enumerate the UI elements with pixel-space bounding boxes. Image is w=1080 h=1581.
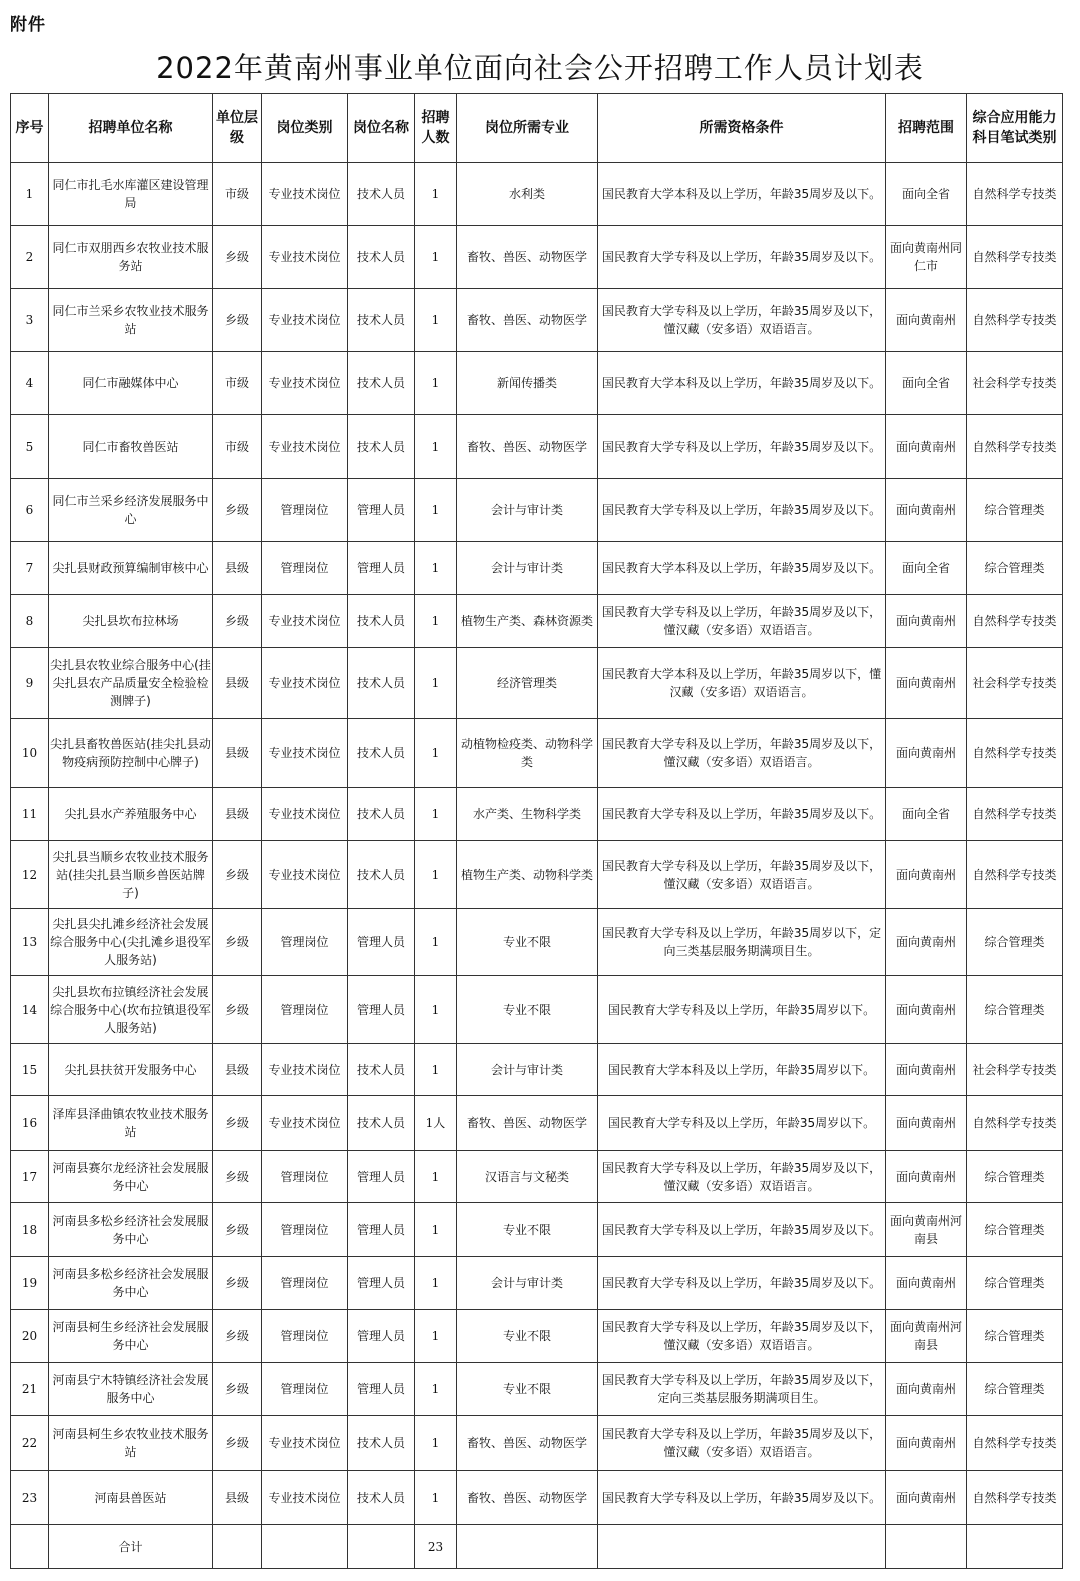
table-row: [11, 1257, 1063, 1310]
post-name-cell: 技术人员: [348, 841, 415, 909]
post-category-cell: 管理岗位: [262, 1203, 348, 1257]
qualification-cell: 国民教育大学专科及以上学历，年龄35周岁及以下。: [598, 415, 886, 479]
unit-name-cell: 泽库县泽曲镇农牧业技术服务站: [49, 1096, 213, 1151]
table-row: [11, 976, 1063, 1044]
major-cell: 水利类: [457, 163, 598, 226]
major-cell: 专业不限: [457, 1363, 598, 1416]
post-category-cell: 专业技术岗位: [262, 352, 348, 415]
qualification-cell: 国民教育大学专科及以上学历，年龄35周岁及以下，懂汉藏（安多语）双语语言。: [598, 595, 886, 648]
seq-cell: 18: [11, 1203, 49, 1257]
unit-level-cell: 市级: [213, 352, 262, 415]
headcount-cell: 1: [415, 648, 457, 719]
exam-category-cell: 自然科学专技类: [967, 1471, 1063, 1525]
unit-name-cell: 河南县柯生乡经济社会发展服务中心: [49, 1310, 213, 1363]
post-category-cell: 管理岗位: [262, 1363, 348, 1416]
post-category-cell: 专业技术岗位: [262, 415, 348, 479]
exam-category-cell: 综合管理类: [967, 479, 1063, 542]
headcount-cell: 1: [415, 1416, 457, 1471]
table-row: [11, 841, 1063, 909]
unit-level-cell: 县级: [213, 719, 262, 788]
scope-cell: 面向黄南州: [886, 1471, 967, 1525]
headcount-cell: 1: [415, 1310, 457, 1363]
total-empty-cell: [213, 1525, 262, 1569]
unit-name-cell: 同仁市兰采乡农牧业技术服务站: [49, 289, 213, 352]
exam-category-cell: 综合管理类: [967, 542, 1063, 595]
seq-cell: 8: [11, 595, 49, 648]
table-row: [11, 163, 1063, 226]
post-category-cell: 管理岗位: [262, 909, 348, 976]
post-category-cell: 管理岗位: [262, 976, 348, 1044]
unit-name-cell: 尖扎县财政预算编制审核中心: [49, 542, 213, 595]
exam-category-cell: 社会科学专技类: [967, 1044, 1063, 1096]
unit-name-cell: 河南县柯生乡农牧业技术服务站: [49, 1416, 213, 1471]
post-category-cell: 专业技术岗位: [262, 788, 348, 841]
table-row: [11, 289, 1063, 352]
headcount-cell: 1: [415, 542, 457, 595]
scope-cell: 面向黄南州: [886, 976, 967, 1044]
scope-cell: 面向黄南州: [886, 909, 967, 976]
header-unit: 招聘单位名称: [49, 94, 213, 163]
seq-cell: 11: [11, 788, 49, 841]
unit-name-cell: 同仁市兰采乡经济发展服务中心: [49, 479, 213, 542]
table-row: [11, 226, 1063, 289]
headcount-cell: 1: [415, 1044, 457, 1096]
header-major: 岗位所需专业: [457, 94, 598, 163]
headcount-cell: 1: [415, 976, 457, 1044]
post-name-cell: 管理人员: [348, 1310, 415, 1363]
seq-cell: 14: [11, 976, 49, 1044]
qualification-cell: 国民教育大学本科及以上学历，年龄35周岁以下，懂汉藏（安多语）双语语言。: [598, 648, 886, 719]
table-row: [11, 415, 1063, 479]
post-name-cell: 技术人员: [348, 788, 415, 841]
unit-name-cell: 同仁市融媒体中心: [49, 352, 213, 415]
exam-category-cell: 综合管理类: [967, 909, 1063, 976]
post-category-cell: 专业技术岗位: [262, 226, 348, 289]
post-name-cell: 技术人员: [348, 352, 415, 415]
unit-name-cell: 尖扎县畜牧兽医站(挂尖扎县动物疫病预防控制中心牌子): [49, 719, 213, 788]
scope-cell: 面向黄南州: [886, 415, 967, 479]
major-cell: 专业不限: [457, 1203, 598, 1257]
post-name-cell: 技术人员: [348, 1471, 415, 1525]
headcount-cell: 1: [415, 226, 457, 289]
major-cell: 畜牧、兽医、动物医学: [457, 1416, 598, 1471]
major-cell: 会计与审计类: [457, 542, 598, 595]
unit-level-cell: 乡级: [213, 289, 262, 352]
scope-cell: 面向黄南州: [886, 1257, 967, 1310]
post-category-cell: 管理岗位: [262, 1151, 348, 1203]
seq-cell: 23: [11, 1471, 49, 1525]
post-name-cell: 技术人员: [348, 1096, 415, 1151]
total-row: [11, 1525, 1063, 1569]
scope-cell: 面向黄南州: [886, 1044, 967, 1096]
recruitment-plan-table: [10, 93, 1063, 1569]
total-empty-cell: [457, 1525, 598, 1569]
unit-name-cell: 尖扎县坎布拉林场: [49, 595, 213, 648]
exam-category-cell: 自然科学专技类: [967, 415, 1063, 479]
scope-cell: 面向黄南州: [886, 841, 967, 909]
exam-category-cell: 自然科学专技类: [967, 163, 1063, 226]
total-empty-cell: [886, 1525, 967, 1569]
post-category-cell: 专业技术岗位: [262, 719, 348, 788]
seq-cell: 10: [11, 719, 49, 788]
page-title: 2022年黄南州事业单位面向社会公开招聘工作人员计划表: [156, 51, 924, 85]
qualification-cell: 国民教育大学专科及以上学历，年龄35周岁以下，定向三类基层服务期满项目生。: [598, 909, 886, 976]
unit-level-cell: 市级: [213, 163, 262, 226]
unit-level-cell: 乡级: [213, 1416, 262, 1471]
header-qualification: 所需资格条件: [598, 94, 886, 163]
major-cell: 畜牧、兽医、动物医学: [457, 1471, 598, 1525]
total-label: 合计: [49, 1525, 213, 1569]
unit-name-cell: 尖扎县扶贫开发服务中心: [49, 1044, 213, 1096]
major-cell: 水产类、生物科学类: [457, 788, 598, 841]
seq-cell: 5: [11, 415, 49, 479]
qualification-cell: 国民教育大学本科及以上学历，年龄35周岁以下。: [598, 1044, 886, 1096]
scope-cell: 面向全省: [886, 352, 967, 415]
exam-category-cell: 综合管理类: [967, 976, 1063, 1044]
qualification-cell: 国民教育大学专科及以上学历，年龄35周岁及以下，懂汉藏（安多语）双语语言。: [598, 1151, 886, 1203]
post-name-cell: 技术人员: [348, 289, 415, 352]
scope-cell: 面向黄南州河南县: [886, 1203, 967, 1257]
unit-name-cell: 河南县宁木特镇经济社会发展服务中心: [49, 1363, 213, 1416]
table-row: [11, 1310, 1063, 1363]
scope-cell: 面向黄南州: [886, 595, 967, 648]
scope-cell: 面向黄南州: [886, 289, 967, 352]
scope-cell: 面向黄南州: [886, 1363, 967, 1416]
headcount-cell: 1: [415, 479, 457, 542]
unit-level-cell: 县级: [213, 542, 262, 595]
qualification-cell: 国民教育大学专科及以上学历，年龄35周岁及以下。: [598, 1203, 886, 1257]
scope-cell: 面向黄南州河南县: [886, 1310, 967, 1363]
post-category-cell: 专业技术岗位: [262, 1044, 348, 1096]
unit-level-cell: 乡级: [213, 841, 262, 909]
post-category-cell: 专业技术岗位: [262, 1096, 348, 1151]
headcount-cell: 1: [415, 415, 457, 479]
seq-cell: 19: [11, 1257, 49, 1310]
table-row: [11, 1096, 1063, 1151]
total-empty-cell: [967, 1525, 1063, 1569]
qualification-cell: 国民教育大学专科及以上学历，年龄35周岁及以下。: [598, 1471, 886, 1525]
major-cell: 畜牧、兽医、动物医学: [457, 226, 598, 289]
qualification-cell: 国民教育大学专科及以上学历，年龄35周岁及以下，定向三类基层服务期满项目生。: [598, 1363, 886, 1416]
scope-cell: 面向黄南州同仁市: [886, 226, 967, 289]
post-name-cell: 管理人员: [348, 479, 415, 542]
scope-cell: 面向黄南州: [886, 719, 967, 788]
unit-name-cell: 同仁市扎毛水库灌区建设管理局: [49, 163, 213, 226]
seq-cell: 3: [11, 289, 49, 352]
post-category-cell: 管理岗位: [262, 1310, 348, 1363]
total-empty-cell: [598, 1525, 886, 1569]
unit-level-cell: 县级: [213, 648, 262, 719]
table-row: [11, 352, 1063, 415]
qualification-cell: 国民教育大学本科及以上学历，年龄35周岁及以下。: [598, 542, 886, 595]
major-cell: 畜牧、兽医、动物医学: [457, 415, 598, 479]
unit-level-cell: 市级: [213, 415, 262, 479]
post-name-cell: 管理人员: [348, 1257, 415, 1310]
unit-name-cell: 尖扎县水产养殖服务中心: [49, 788, 213, 841]
major-cell: 植物生产类、森林资源类: [457, 595, 598, 648]
scope-cell: 面向黄南州: [886, 648, 967, 719]
unit-level-cell: 乡级: [213, 1310, 262, 1363]
header-post: 岗位名称: [348, 94, 415, 163]
scope-cell: 面向全省: [886, 163, 967, 226]
post-category-cell: 管理岗位: [262, 1257, 348, 1310]
major-cell: 新闻传播类: [457, 352, 598, 415]
post-name-cell: 技术人员: [348, 648, 415, 719]
unit-level-cell: 乡级: [213, 909, 262, 976]
table-row: [11, 788, 1063, 841]
table-row: [11, 542, 1063, 595]
post-name-cell: 管理人员: [348, 976, 415, 1044]
scope-cell: 面向全省: [886, 788, 967, 841]
unit-name-cell: 同仁市畜牧兽医站: [49, 415, 213, 479]
post-name-cell: 技术人员: [348, 719, 415, 788]
scope-cell: 面向黄南州: [886, 1096, 967, 1151]
table-row: [11, 595, 1063, 648]
headcount-cell: 1: [415, 719, 457, 788]
qualification-cell: 国民教育大学专科及以上学历，年龄35周岁及以下，懂汉藏（安多语）双语语言。: [598, 289, 886, 352]
table-body: [11, 163, 1063, 1525]
post-category-cell: 管理岗位: [262, 542, 348, 595]
header-level: 单位层级: [213, 94, 262, 163]
post-category-cell: 专业技术岗位: [262, 1416, 348, 1471]
table-row: [11, 1471, 1063, 1525]
seq-cell: 12: [11, 841, 49, 909]
seq-cell: 16: [11, 1096, 49, 1151]
major-cell: 动植物检疫类、动物科学类: [457, 719, 598, 788]
qualification-cell: 国民教育大学专科及以上学历，年龄35周岁及以下，懂汉藏（安多语）双语语言。: [598, 1310, 886, 1363]
unit-name-cell: 尖扎县坎布拉镇经济社会发展综合服务中心(坎布拉镇退役军人服务站): [49, 976, 213, 1044]
seq-cell: 1: [11, 163, 49, 226]
post-category-cell: 专业技术岗位: [262, 595, 348, 648]
major-cell: 会计与审计类: [457, 1044, 598, 1096]
table-row: [11, 1416, 1063, 1471]
major-cell: 汉语言与文秘类: [457, 1151, 598, 1203]
major-cell: 专业不限: [457, 976, 598, 1044]
headcount-cell: 1: [415, 1257, 457, 1310]
table-row: [11, 648, 1063, 719]
post-name-cell: 管理人员: [348, 1151, 415, 1203]
exam-category-cell: 综合管理类: [967, 1151, 1063, 1203]
exam-category-cell: 综合管理类: [967, 1203, 1063, 1257]
headcount-cell: 1: [415, 1151, 457, 1203]
post-name-cell: 管理人员: [348, 1203, 415, 1257]
seq-cell: 6: [11, 479, 49, 542]
seq-cell: 15: [11, 1044, 49, 1096]
qualification-cell: 国民教育大学专科及以上学历，年龄35周岁及以下。: [598, 788, 886, 841]
unit-level-cell: 乡级: [213, 1257, 262, 1310]
qualification-cell: 国民教育大学专科及以上学历，年龄35周岁及以下。: [598, 479, 886, 542]
seq-cell: 2: [11, 226, 49, 289]
unit-level-cell: 乡级: [213, 1151, 262, 1203]
qualification-cell: 国民教育大学专科及以上学历，年龄35周岁及以下，懂汉藏（安多语）双语语言。: [598, 1416, 886, 1471]
unit-name-cell: 河南县多松乡经济社会发展服务中心: [49, 1203, 213, 1257]
major-cell: 专业不限: [457, 1310, 598, 1363]
total-seq-cell: [11, 1525, 49, 1569]
exam-category-cell: 综合管理类: [967, 1363, 1063, 1416]
unit-level-cell: 乡级: [213, 479, 262, 542]
major-cell: 畜牧、兽医、动物医学: [457, 1096, 598, 1151]
post-name-cell: 技术人员: [348, 1044, 415, 1096]
exam-category-cell: 综合管理类: [967, 1257, 1063, 1310]
table-row: [11, 1044, 1063, 1096]
unit-name-cell: 尖扎县农牧业综合服务中心(挂尖扎县农产品质量安全检验检测牌子): [49, 648, 213, 719]
qualification-cell: 国民教育大学专科及以上学历，年龄35周岁以下。: [598, 1096, 886, 1151]
unit-level-cell: 县级: [213, 1471, 262, 1525]
headcount-cell: 1: [415, 352, 457, 415]
table-row: [11, 479, 1063, 542]
post-category-cell: 专业技术岗位: [262, 1471, 348, 1525]
post-category-cell: 专业技术岗位: [262, 841, 348, 909]
exam-category-cell: 自然科学专技类: [967, 595, 1063, 648]
post-name-cell: 管理人员: [348, 542, 415, 595]
exam-category-cell: 综合管理类: [967, 1310, 1063, 1363]
headcount-cell: 1: [415, 289, 457, 352]
major-cell: 会计与审计类: [457, 1257, 598, 1310]
unit-name-cell: 尖扎县尖扎滩乡经济社会发展综合服务中心(尖扎滩乡退役军人服务站): [49, 909, 213, 976]
seq-cell: 9: [11, 648, 49, 719]
seq-cell: 4: [11, 352, 49, 415]
major-cell: 植物生产类、动物科学类: [457, 841, 598, 909]
post-name-cell: 技术人员: [348, 1416, 415, 1471]
attachment-label: 附件: [10, 15, 46, 35]
exam-category-cell: 自然科学专技类: [967, 841, 1063, 909]
headcount-cell: 1: [415, 1203, 457, 1257]
post-name-cell: 技术人员: [348, 226, 415, 289]
qualification-cell: 国民教育大学专科及以上学历，年龄35周岁及以下。: [598, 1257, 886, 1310]
qualification-cell: 国民教育大学专科及以上学历，年龄35周岁及以下，懂汉藏（安多语）双语语言。: [598, 719, 886, 788]
seq-cell: 17: [11, 1151, 49, 1203]
exam-category-cell: 自然科学专技类: [967, 1096, 1063, 1151]
total-empty-cell: [348, 1525, 415, 1569]
exam-category-cell: 社会科学专技类: [967, 352, 1063, 415]
exam-category-cell: 自然科学专技类: [967, 788, 1063, 841]
header-count: 招聘人数: [415, 94, 457, 163]
table-row: [11, 1151, 1063, 1203]
headcount-cell: 1: [415, 1363, 457, 1416]
seq-cell: 20: [11, 1310, 49, 1363]
unit-level-cell: 乡级: [213, 1363, 262, 1416]
post-name-cell: 技术人员: [348, 415, 415, 479]
qualification-cell: 国民教育大学专科及以上学历，年龄35周岁以下。: [598, 976, 886, 1044]
post-name-cell: 技术人员: [348, 595, 415, 648]
table-row: [11, 909, 1063, 976]
qualification-cell: 国民教育大学专科及以上学历，年龄35周岁及以下，懂汉藏（安多语）双语语言。: [598, 841, 886, 909]
total-empty-cell: [262, 1525, 348, 1569]
table-row: [11, 1363, 1063, 1416]
qualification-cell: 国民教育大学本科及以上学历，年龄35周岁及以下。: [598, 163, 886, 226]
unit-name-cell: 尖扎县当顺乡农牧业技术服务站(挂尖扎县当顺乡兽医站牌子): [49, 841, 213, 909]
major-cell: 经济管理类: [457, 648, 598, 719]
unit-level-cell: 县级: [213, 788, 262, 841]
headcount-cell: 1: [415, 841, 457, 909]
major-cell: 畜牧、兽医、动物医学: [457, 289, 598, 352]
scope-cell: 面向黄南州: [886, 479, 967, 542]
scope-cell: 面向全省: [886, 542, 967, 595]
header-category: 岗位类别: [262, 94, 348, 163]
unit-level-cell: 乡级: [213, 976, 262, 1044]
unit-name-cell: 河南县多松乡经济社会发展服务中心: [49, 1257, 213, 1310]
unit-level-cell: 乡级: [213, 595, 262, 648]
header-exam: 综合应用能力科目笔试类别: [967, 94, 1063, 163]
table-row: [11, 719, 1063, 788]
scope-cell: 面向黄南州: [886, 1151, 967, 1203]
unit-name-cell: 河南县兽医站: [49, 1471, 213, 1525]
major-cell: 专业不限: [457, 909, 598, 976]
post-category-cell: 专业技术岗位: [262, 163, 348, 226]
unit-level-cell: 乡级: [213, 1203, 262, 1257]
seq-cell: 13: [11, 909, 49, 976]
scope-cell: 面向黄南州: [886, 1416, 967, 1471]
exam-category-cell: 自然科学专技类: [967, 289, 1063, 352]
seq-cell: 7: [11, 542, 49, 595]
headcount-cell: 1: [415, 163, 457, 226]
qualification-cell: 国民教育大学本科及以上学历，年龄35周岁及以下。: [598, 352, 886, 415]
headcount-cell: 1: [415, 788, 457, 841]
major-cell: 会计与审计类: [457, 479, 598, 542]
post-name-cell: 管理人员: [348, 909, 415, 976]
post-category-cell: 专业技术岗位: [262, 289, 348, 352]
table-row: [11, 1203, 1063, 1257]
unit-level-cell: 乡级: [213, 1096, 262, 1151]
headcount-cell: 1: [415, 595, 457, 648]
headcount-cell: 1: [415, 909, 457, 976]
exam-category-cell: 自然科学专技类: [967, 719, 1063, 788]
headcount-cell: 1人: [415, 1096, 457, 1151]
unit-level-cell: 乡级: [213, 226, 262, 289]
post-name-cell: 技术人员: [348, 163, 415, 226]
total-count: 23: [415, 1525, 457, 1569]
unit-name-cell: 同仁市双朋西乡农牧业技术服务站: [49, 226, 213, 289]
post-category-cell: 管理岗位: [262, 479, 348, 542]
exam-category-cell: 社会科学专技类: [967, 648, 1063, 719]
header-scope: 招聘范围: [886, 94, 967, 163]
unit-level-cell: 县级: [213, 1044, 262, 1096]
qualification-cell: 国民教育大学专科及以上学历，年龄35周岁及以下。: [598, 226, 886, 289]
exam-category-cell: 自然科学专技类: [967, 226, 1063, 289]
post-category-cell: 专业技术岗位: [262, 648, 348, 719]
header-seq: 序号: [11, 94, 49, 163]
seq-cell: 21: [11, 1363, 49, 1416]
headcount-cell: 1: [415, 1471, 457, 1525]
exam-category-cell: 自然科学专技类: [967, 1416, 1063, 1471]
unit-name-cell: 河南县赛尔龙经济社会发展服务中心: [49, 1151, 213, 1203]
table-header-row: [11, 94, 1063, 163]
post-name-cell: 管理人员: [348, 1363, 415, 1416]
seq-cell: 22: [11, 1416, 49, 1471]
